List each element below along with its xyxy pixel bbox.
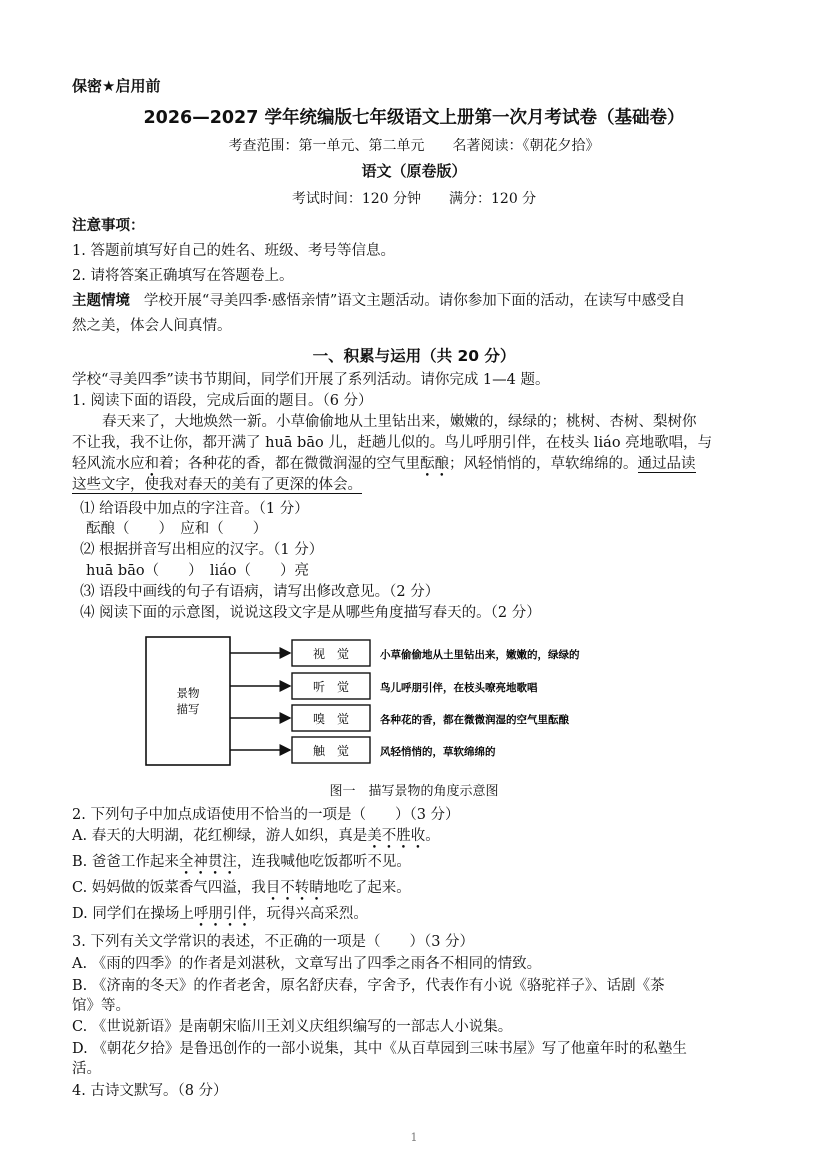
- sub-question-4: ⑷ 阅读下面的示意图，说说这段文字是从哪些角度描写春天的。（2 分）: [80, 605, 541, 621]
- theme-text-cont: 然之美，体会人间真情。: [72, 318, 232, 334]
- question-3: 3. 下列有关文学常识的表述，不正确的一项是（ ）（3 分）: [72, 934, 475, 950]
- dotted-char: 胜: [396, 828, 411, 844]
- sub-question-2: ⑵ 根据拼音写出相应的汉字。（1 分）: [80, 542, 324, 558]
- dotted-char: 目: [265, 880, 281, 896]
- passage-text: ；风轻悄悄的，草软绵绵的。: [449, 456, 638, 472]
- sense-description: 鸟儿呼朋引伴，在枝头嘹亮地歌唱: [380, 682, 538, 694]
- option-d: [72, 904, 368, 924]
- sense-label: 触 觉: [312, 744, 350, 758]
- sub-question-1: ⑴ 给语段中加点的字注音。（1 分）: [80, 501, 309, 517]
- dotted-idiom: [266, 880, 324, 896]
- sub-question-3: ⑶ 语段中画线的句子有语病，请写出修改意见。（2 分）: [80, 584, 440, 600]
- dotted-char: 引: [222, 906, 238, 922]
- page-number: 1: [410, 1131, 418, 1144]
- dotted-idiom: [179, 854, 237, 870]
- sense-description: 各种花的香，都在微微润湿的空气里酝酿: [380, 714, 569, 726]
- passage-text: 轻风流水应: [72, 456, 145, 472]
- sense-box: [292, 705, 370, 731]
- dotted-char: 呼: [193, 906, 209, 922]
- sense-label: 嗅 觉: [312, 712, 350, 726]
- dotted-char: 神: [193, 854, 208, 870]
- option-a: A. 《雨的四季》的作者是刘湛秋，文章写出了四季之雨各不相同的情致。: [72, 956, 542, 972]
- dotted-idiom: [367, 828, 425, 844]
- sub-answer-2: huā bāo（ ） liáo（ ）亮: [86, 563, 309, 579]
- dotted-char: 不: [280, 880, 295, 896]
- dotted-char: 睛: [309, 880, 324, 896]
- sense-box: [292, 737, 370, 763]
- exam-title: 2026—2027 学年统编版七年级语文上册第一次月考试卷（基础卷）: [143, 108, 685, 128]
- note-item: 1. 答题前填写好自己的姓名、班级、考号等信息。: [72, 243, 395, 259]
- theme-line: [72, 291, 685, 311]
- passage-line: 不让我，我不让你，都开满了 huā bāo 儿，赶趟儿似的。鸟儿呼朋引伴，在枝头 liáo 亮地歌唱，与: [72, 435, 713, 451]
- option-text: D. 同学们在操场上: [72, 906, 194, 922]
- dotted-idiom: [194, 906, 252, 922]
- section-title: 一、积累与运用（共 20 分）: [312, 347, 516, 365]
- theme-label: 主题情境: [72, 293, 130, 309]
- question-4: 4. 古诗文默写。（8 分）: [72, 1083, 228, 1099]
- sub-answer-1: 酝酿（ ） 应和（ ）: [86, 521, 268, 537]
- diagram-left-box: [146, 637, 230, 765]
- dotted-char: 美: [367, 828, 382, 844]
- dotted-char: 酿: [434, 456, 449, 472]
- option-text: 地吃了起来。: [323, 880, 411, 896]
- option-text: 。: [425, 828, 440, 844]
- dotted-char: 注: [222, 854, 237, 870]
- option-text: ，连我喊他吃饭都听不见。: [236, 854, 411, 870]
- option-text: ，玩得兴高采烈。: [251, 906, 368, 922]
- option-d-cont: 活。: [72, 1061, 101, 1077]
- question-1: 1. 阅读下面的语段，完成后面的题目。（6 分）: [72, 393, 373, 409]
- passage-line: 春天来了，大地焕然一新。小草偷偷地从土里钻出来，嫩嫩的，绿绿的；桃树、杏树、梨树你: [102, 414, 697, 430]
- dotted-char: 不: [381, 828, 397, 844]
- dotted-char: 转: [294, 880, 310, 896]
- exam-subject: 语文（原卷版）: [361, 162, 467, 180]
- confidential-label: 保密★启用前: [72, 77, 161, 95]
- option-c: C. 《世说新语》是南朝宋临川王刘义庆组织编写的一部志人小说集。: [72, 1019, 513, 1035]
- option-text: B. 爸爸工作起来: [72, 854, 179, 870]
- dotted-char: 和: [144, 456, 159, 472]
- diagram-caption: 图一 描写景物的角度示意图: [329, 784, 499, 799]
- option-a: [72, 826, 440, 846]
- question-2: 2. 下列句子中加点成语使用不恰当的一项是（ ）（3 分）: [72, 807, 460, 823]
- option-d: D. 《朝花夕拾》是鲁迅创作的一部小说集，其中《从百草园到三味书屋》写了他童年时的私塾生: [72, 1041, 687, 1057]
- dotted-char: 收: [410, 828, 426, 844]
- exam-time: 考试时间：120 分钟 满分：120 分: [291, 191, 537, 207]
- sense-label: 视 觉: [312, 647, 350, 661]
- option-text: A. 春天的大明湖，花红柳绿，游人如织，真是: [72, 828, 368, 844]
- option-text: C. 妈妈做的饭菜香气四溢，我: [72, 880, 266, 896]
- sense-box: [292, 640, 370, 666]
- note-item: 2. 请将答案正确填写在答题卷上。: [72, 268, 294, 284]
- diagram-left-label: 描写: [176, 702, 200, 716]
- dotted-char: 贯: [207, 854, 223, 870]
- option-b: B. 《济南的冬天》的作者老舍，原名舒庆春，字舍予，代表作有小说《骆驼祥子》、话剧《茶: [72, 978, 665, 994]
- option-b-cont: 馆》等。: [72, 998, 130, 1014]
- dotted-char: 伴: [237, 906, 252, 922]
- option-b: [72, 852, 411, 872]
- passage-text: 着；各种花的香，都在微微润湿的空气里: [159, 456, 420, 472]
- underlined-sentence: 通过品读: [637, 456, 696, 472]
- exam-scope: 考查范围：第一单元、第二单元 名著阅读：《朝花夕拾》: [228, 138, 600, 154]
- sense-description: 风轻悄悄的，草软绵绵的: [380, 746, 496, 758]
- dotted-char: 酝: [420, 456, 435, 472]
- section-intro: 学校“寻美四季”读书节期间，同学们开展了系列活动。请你完成 1—4 题。: [72, 372, 550, 388]
- sense-box: [292, 673, 370, 699]
- diagram-left-label: 景物: [176, 686, 200, 700]
- sense-description: 小草偷偷地从土里钻出来，嫩嫩的，绿绿的: [380, 649, 580, 661]
- dotted-char: 全: [178, 854, 194, 870]
- option-c: [72, 878, 411, 898]
- underlined-sentence: 这些文字，使我对春天的美有了更深的体会。: [72, 477, 362, 493]
- passage-line: [72, 475, 362, 495]
- dotted-char: 朋: [208, 906, 223, 922]
- sense-label: 听 觉: [312, 680, 350, 694]
- notes-title: 注意事项：: [72, 218, 145, 234]
- passage-line: [72, 454, 696, 474]
- theme-text: 学校开展“寻美四季·感悟亲情”语文主题活动。请你参加下面的活动，在读写中感受自: [143, 293, 686, 309]
